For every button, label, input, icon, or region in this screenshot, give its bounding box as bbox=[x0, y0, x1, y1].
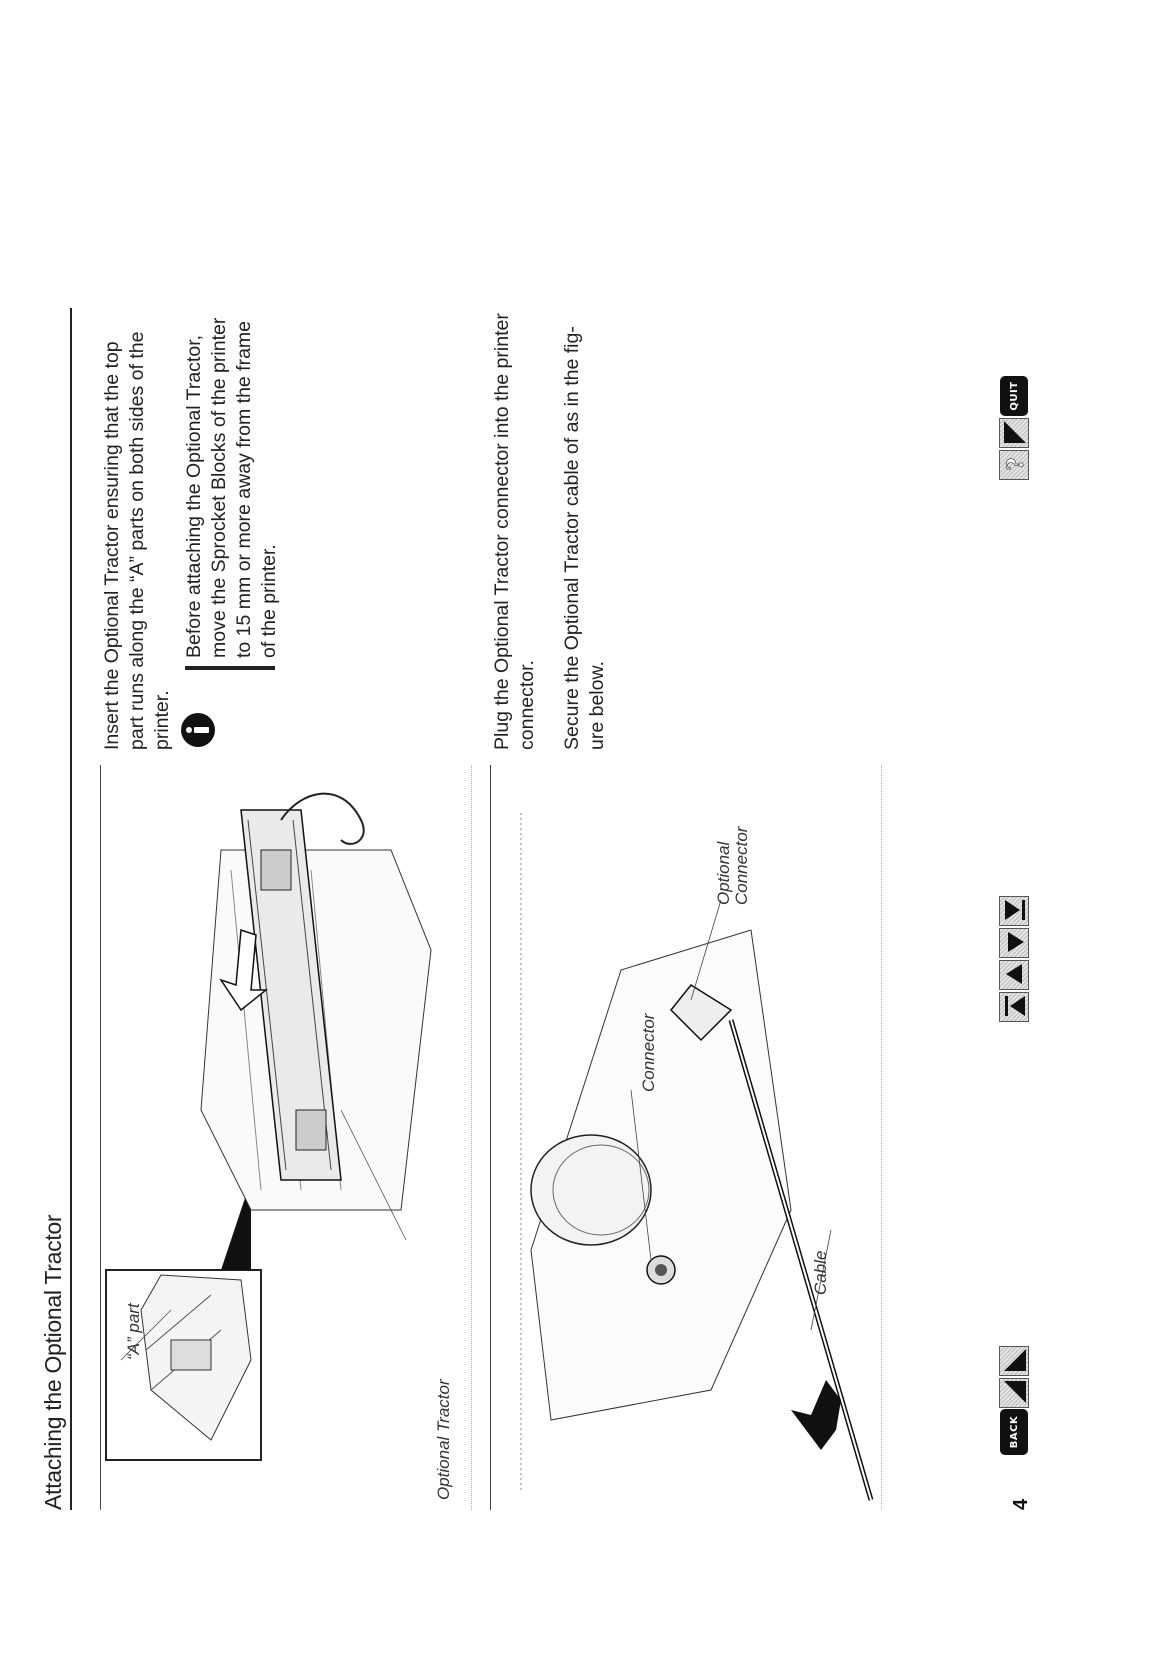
quit-label: QUIT bbox=[1008, 381, 1020, 411]
connector-illustration bbox=[491, 765, 881, 1510]
first-page-icon bbox=[1000, 991, 1030, 1021]
note-sprocket-blocks: Before attaching the Optional Tractor, move the Sprocket Blocks of the printer to 15 mm or more away from the frame of the printer. bbox=[183, 317, 280, 658]
help-icon bbox=[1000, 449, 1030, 479]
previous-page-button[interactable] bbox=[999, 960, 1029, 990]
label-connector: Connector bbox=[639, 1013, 658, 1092]
label-optional-connector-line2: Connector bbox=[732, 826, 751, 905]
help-button[interactable] bbox=[999, 450, 1029, 480]
back-icon bbox=[1000, 1377, 1030, 1407]
instruction-secure-cable: Secure the Optional Tractor cable of as in the fig-ure below. bbox=[561, 326, 608, 750]
first-page-button[interactable] bbox=[999, 992, 1029, 1022]
back-triangle-button[interactable] bbox=[999, 1378, 1029, 1408]
header-rule bbox=[70, 308, 72, 1510]
label-optional-connector-line1: Optional bbox=[714, 841, 733, 905]
info-icon bbox=[180, 712, 216, 748]
instruction-insert-tractor: Insert the Optional Tractor ensuring that the top part runs along the “A” parts on both sides of the printer. bbox=[101, 331, 173, 750]
figure-connector bbox=[490, 765, 882, 1510]
tractor-illustration bbox=[101, 765, 471, 1510]
svg-text:?: ? bbox=[1003, 457, 1029, 471]
last-page-button[interactable] bbox=[999, 896, 1029, 926]
back-button[interactable] bbox=[1000, 1409, 1028, 1455]
label-optional-tractor: Optional Tractor bbox=[434, 1379, 453, 1500]
page-number: 4 bbox=[1010, 1498, 1032, 1510]
page-title: Attaching the Optional Tractor bbox=[40, 1214, 66, 1510]
next-icon bbox=[1000, 927, 1030, 957]
note-bar bbox=[185, 666, 275, 670]
instruction-plug-connector: Plug the Optional Tractor connector into the printer connector. bbox=[491, 313, 538, 750]
previous-icon bbox=[1000, 959, 1030, 989]
quit-button[interactable] bbox=[1000, 376, 1028, 416]
label-a-part: “A” part bbox=[124, 1303, 143, 1360]
down-triangle-button[interactable] bbox=[999, 418, 1029, 448]
next-page-button[interactable] bbox=[999, 928, 1029, 958]
figure-tractor-insertion bbox=[100, 765, 472, 1510]
triangle-down-icon bbox=[1000, 417, 1030, 447]
info-note-icon bbox=[180, 712, 216, 748]
triangle-right-icon bbox=[1000, 1345, 1030, 1375]
forward-triangle-button[interactable] bbox=[999, 1346, 1029, 1376]
back-label: BACK bbox=[1008, 1415, 1020, 1449]
label-cable: Cable bbox=[811, 1250, 830, 1295]
last-page-icon bbox=[1000, 895, 1030, 925]
